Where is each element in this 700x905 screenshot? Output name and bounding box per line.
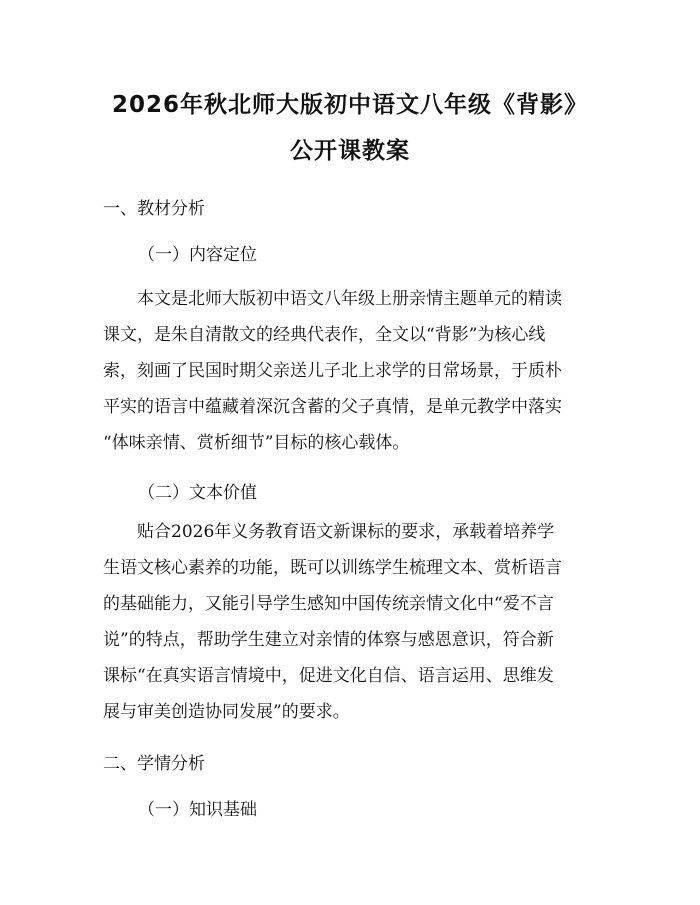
document-title-line-2: 公开课教案 (290, 138, 410, 164)
section-heading-learning-analysis: 二、学情分析 (103, 754, 205, 774)
paragraph-line: 的基础能力，又能引导学生感知中国传统亲情文化中“爱不言 (103, 594, 554, 614)
paragraph-line: 课文，是朱自清散文的经典代表作，全文以“背影”为核心线 (103, 325, 546, 345)
paragraph-line: 说”的特点，帮助学生建立对亲情的体察与感恩意识，符合新 (103, 630, 554, 650)
paragraph-text-value (103, 514, 599, 730)
subsection-heading-text-value: （二）文本价值 (138, 483, 257, 503)
paragraph-line: 贴合2026年义务教育语文新课标的要求，承载着培养学 (137, 522, 555, 542)
paragraph-line: 课标“在真实语言情境中，促进文化自信、语言运用、思维发 (103, 666, 554, 686)
paragraph-line: 索，刻画了民国时期父亲送儿子北上求学的日常场景，于质朴 (103, 361, 562, 381)
subsection-heading-knowledge-basis: （一）知识基础 (138, 800, 257, 820)
paragraph-line: 平实的语言中蕴藏着深沉含蓄的父子真情，是单元教学中落实 (103, 397, 562, 417)
paragraph-line: 生语文核心素养的功能，既可以训练学生梳理文本、赏析语言 (103, 558, 562, 578)
paragraph-line: 本文是北师大版初中语文八年级上册亲情主题单元的精读 (137, 289, 562, 309)
section-heading-textbook-analysis: 一、教材分析 (103, 199, 205, 219)
paragraph-content-positioning (103, 281, 599, 461)
subsection-heading-content-positioning: （一）内容定位 (138, 245, 257, 265)
paragraph-line: “体味亲情、赏析细节”目标的核心载体。 (103, 433, 410, 453)
document-title-line-1: 2026年秋北师大版初中语文八年级《背影》 (111, 92, 588, 118)
paragraph-line: 展与审美创造协同发展”的要求。 (103, 702, 350, 722)
